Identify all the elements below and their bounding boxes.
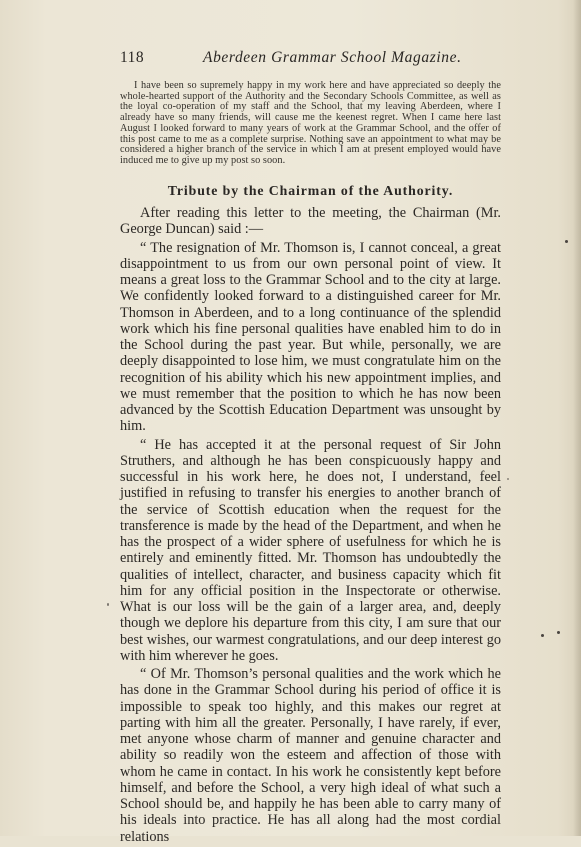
running-title: Aberdeen Grammar School Magazine.	[203, 49, 462, 66]
paragraph-resignation: “ The resignation of Mr. Thomson is, I cannot conceal, a great disappointment to us from our own personal point of view. It means a great loss to the Grammar School and to the city at large. We confidently looked forward to a distinguished career for Mr. Thomson in Aberdeen, and to a long continuance of the splendid work which his fine personal qualities have enabled him to do in the School during the past year. But while, personally, we are deeply disappointed to lose him, we must congratulate him on the recognition of his ability which his new appointment implies, and we must remember that the position to which he has now been advanced by the Scottish Education Department was unsought by him.	[120, 239, 501, 435]
section-heading: Tribute by the Chairman of the Authority.	[167, 183, 454, 198]
page-number: 118	[120, 49, 145, 66]
paragraph-struthers: “ He has accepted it at the personal request of Sir John Struthers, and although he has been conspicuously happy and successful in his work here, he does not, I understand, feel justified in refusing to transfer his energies to another branch of the service of Scottish education when the request for the transference is made by the head of the Department, and when he has the prospect of a wider sphere of usefulness for which he is entirely and eminently fitted. Mr. Thomson has undoubtedly the qualities of intellect, character, and business capacity which fit him for any official position in the Inspectorate or otherwise. What is our loss will be the gain of a larger area, and, deeply though we deplore his departure from this city, I am sure that our best wishes, our warmest congratulations, and our deep interest go with him wherever he goes.	[120, 436, 501, 664]
page-edge-shadow	[573, 0, 581, 836]
article-body	[120, 205, 501, 847]
letter-excerpt	[120, 81, 501, 167]
ink-speck	[557, 631, 560, 634]
ink-speck	[541, 634, 544, 637]
paragraph-intro: After reading this letter to the meeting, the Chairman (Mr. George Duncan) said :—	[120, 205, 501, 238]
letter-paragraph: I have been so supremely happy in my work here and have appreciated so deeply the whole-hearted support of the Authority and the Secondary Schools Committee, as well as the loyal co-operation of my staff and the School, that my leaving Aberdeen, where I already have so many friends, will cause me the keenest regret. When I came here last August I looked forward to many years of work at the Grammar School, and the offer of this post came to me as a complete surprise. Nothing save an appointment to what may be considered a higher branch of the service in which I am at present employed would have induced me to give up my post so soon.	[120, 80, 501, 166]
ink-speck	[107, 603, 109, 606]
ink-speck	[565, 240, 568, 243]
ink-speck	[507, 478, 509, 480]
paragraph-personal-qualities: “ Of Mr. Thomson’s personal qualities and the work which he has done in the Grammar School during his period of office it is impossible to speak too highly, and this makes our regret at parting with him all the greater. Personally, I have rarely, if ever, met anyone whose charm of manner and genuine character and ability so readily won the esteem and affection of those with whom he came in contact. In his work he consistently kept before himself, and before the School, a very high ideal of what such a School should be, and happily he has been able to carry many of his ideals into practice. He has all along had the most cordial relations	[120, 666, 501, 845]
page-header	[120, 49, 500, 71]
